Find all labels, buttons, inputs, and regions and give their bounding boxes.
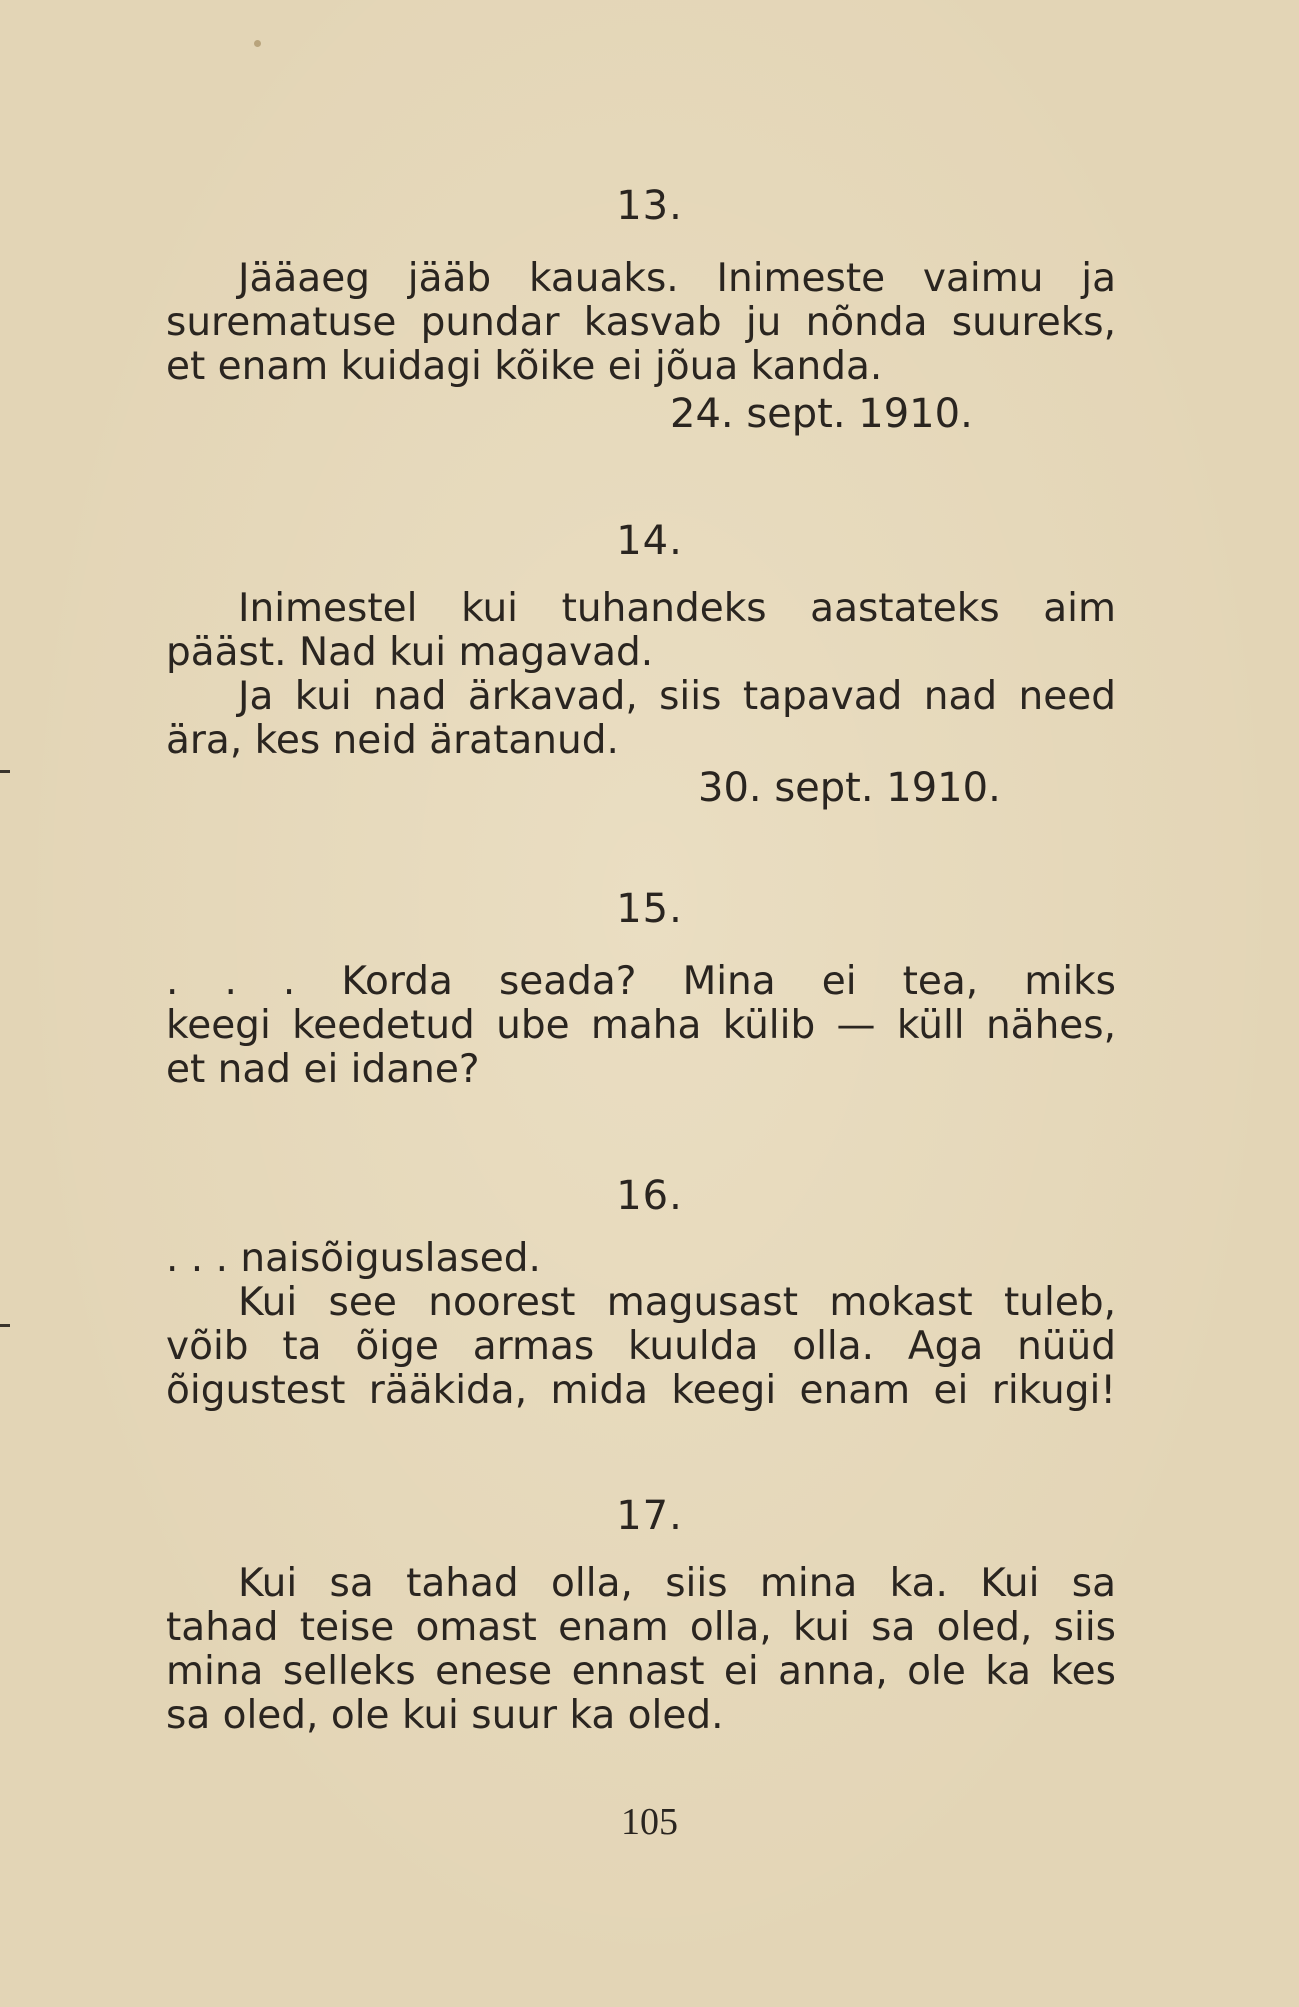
section-number-16: 16. (616, 1173, 683, 1219)
paragraph-line: . . . naisõiguslased. (166, 1236, 541, 1281)
paragraph-line: mina selleks enese ennast ei anna, ole ka kes (166, 1649, 1116, 1694)
section-number-15: 15. (616, 886, 683, 932)
paragraph-line: võib ta õige armas kuulda olla. Aga nüüd (166, 1324, 1116, 1369)
paragraph-line: Inimestel kui tuhandeks aastateks aim (238, 586, 1116, 631)
date-line: 30. sept. 1910. (698, 765, 1001, 811)
paragraph-line: Jääaeg jääb kauaks. Inimeste vaimu ja (238, 256, 1116, 301)
edge-mark (0, 1324, 10, 1327)
edge-mark (0, 770, 10, 773)
paragraph-line: Kui sa tahad olla, siis mina ka. Kui sa (238, 1561, 1116, 1606)
paragraph-line: Kui see noorest magusast mokast tuleb, (238, 1280, 1116, 1325)
paragraph-line: surematuse pundar kasvab ju nõnda suureks, (166, 300, 1116, 345)
date-line: 24. sept. 1910. (670, 391, 973, 437)
paragraph-line: keegi keedetud ube maha külib — küll nähes, (166, 1003, 1116, 1048)
paragraph-line: et enam kuidagi kõike ei jõua kanda. (166, 344, 883, 389)
page-number: 105 (621, 1801, 678, 1843)
section-number-13: 13. (616, 183, 683, 229)
paragraph-line: . . . Korda seada? Mina ei tea, miks (166, 959, 1116, 1004)
paragraph-line: sa oled, ole kui suur ka oled. (166, 1693, 724, 1738)
paragraph-line: et nad ei idane? (166, 1047, 480, 1092)
section-number-17: 17. (616, 1493, 683, 1539)
section-number-14: 14. (616, 518, 683, 564)
paragraph-line: tahad teise omast enam olla, kui sa oled, siis (166, 1605, 1116, 1650)
paragraph-line: Ja kui nad ärkavad, siis tapavad nad need (238, 674, 1116, 719)
paragraph-line: pääst. Nad kui magavad. (166, 630, 654, 675)
paper-speck (254, 40, 261, 47)
paragraph-line: ära, kes neid äratanud. (166, 718, 619, 763)
paragraph-line: õigustest rääkida, mida keegi enam ei rikugi! (166, 1368, 1116, 1413)
